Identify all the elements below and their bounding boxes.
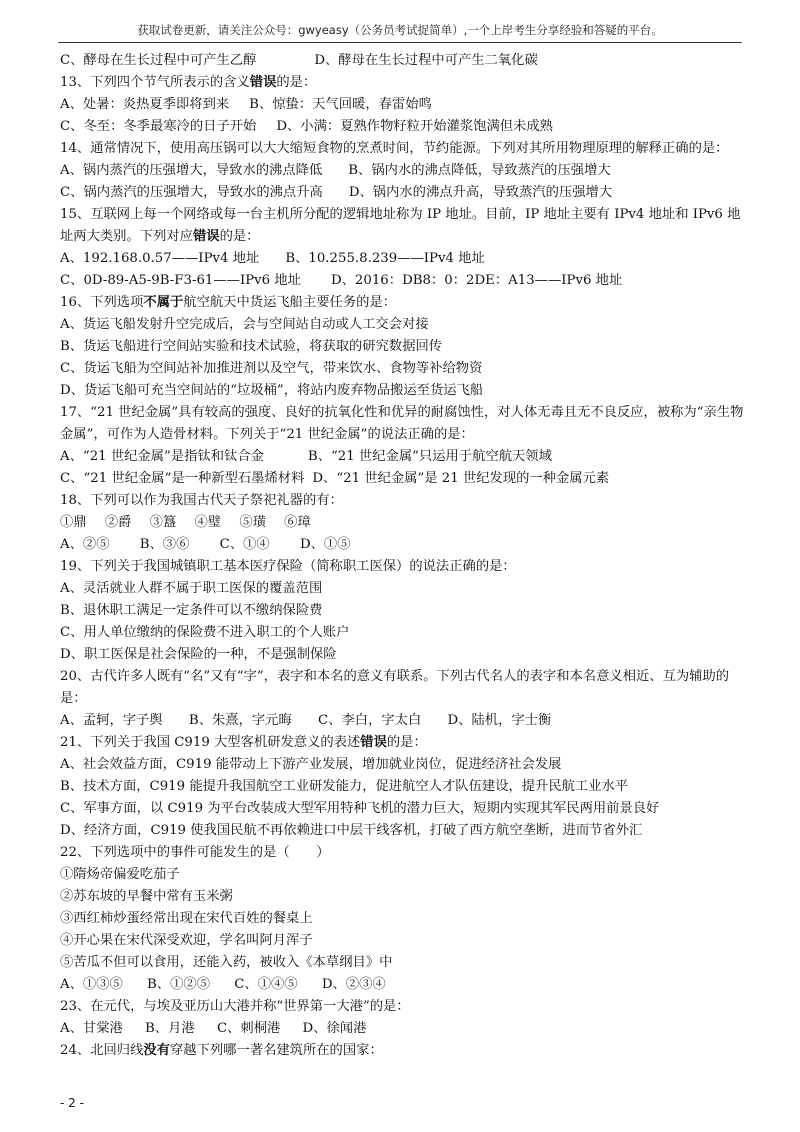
q22-stem: 22、下列选项中的事件可能发生的是（ ）: [60, 845, 330, 860]
q21-option-a: A、社会效益方面，C919 能带动上下游产业发展，增加就业岗位，促进经济社会发展: [60, 757, 562, 772]
q22-option-c: C、①④⑤: [234, 977, 298, 992]
q24-stem: 24、北回归线没有穿越下列哪一著名建筑所在的国家：: [60, 1043, 383, 1058]
q18-items: [60, 512, 744, 534]
q14-option-a: A、锅内蒸汽的压强增大，导致水的沸点降低: [60, 163, 323, 178]
q12-option-d: D、酵母在生长过程中可产生二氧化碳: [314, 53, 538, 68]
q16-stem: 16、下列选项不属于航空航天中货运飞船主要任务的是：: [60, 295, 397, 310]
q23-stem: 23、在元代，与埃及亚历山大港并称“世界第一大港”的是：: [60, 999, 410, 1014]
q14-option-c: C、锅内蒸汽的压强增大，导致水的沸点升高: [60, 185, 323, 200]
q14-option-b: B、锅内水的沸点降低，导致蒸汽的压强增大: [348, 163, 611, 178]
q14-stem: 14、通常情况下，使用高压锅可以大大缩短食物的烹煮时间，节约能源。下列对其所用物理原理的解释正确的是：: [60, 141, 729, 156]
q20-option-c: C、李白，字太白: [318, 713, 422, 728]
q17-options-cd: [60, 468, 744, 490]
q23-option-a: A、甘棠港: [60, 1021, 123, 1036]
q18-item: ②爵: [104, 515, 132, 530]
q21-option-d: D、经济方面，C919 使我国民航不再依赖进口中层干线客机，打破了西方航空垄断，进而节省外汇: [60, 823, 643, 838]
q20-option-a: A、孟轲，字子舆: [60, 713, 163, 728]
q18-item: ③簋: [149, 515, 177, 530]
q18-options: [60, 534, 744, 556]
q13-option-c: C、冬至：冬季最寒冷的日子开始: [60, 119, 257, 134]
q18-item: ⑤璜: [239, 515, 266, 530]
q22-item: ③西红柿炒蛋经常出现在宋代百姓的餐桌上: [60, 911, 313, 926]
q17-option-c: C、“21 世纪金属”是一种新型石墨烯材料: [60, 471, 305, 486]
q19-stem: 19、下列关于我国城镇职工基本医疗保险（简称职工医保）的说法正确的是：: [60, 559, 516, 574]
q22-options: [60, 974, 744, 996]
q19-option-b: B、退休职工满足一定条件可以不缴纳保险费: [60, 603, 323, 618]
q18-option-d: D、①⑤: [299, 537, 351, 552]
q21-option-c: C、军事方面，以 C919 为平台改装成大型军用特种飞机的潜力巨大，短期内实现其军民两用前景良好: [60, 801, 660, 816]
q15-options-cd: [60, 270, 744, 292]
q15-option-c: C、0D-89-A5-9B-F3-61——IPv6 地址: [60, 273, 301, 288]
q17-option-d: D、“21 世纪金属”是 21 世纪发现的一种金属元素: [312, 471, 610, 486]
q16-option-b: B、货运飞船进行空间站实验和技术试验，将获取的研究数据回传: [60, 339, 443, 354]
q13-stem: 13、下列四个节气所表示的含义错误的是：: [60, 75, 317, 90]
q20-option-d: D、陆机，字士衡: [447, 713, 552, 728]
q20-option-b: B、朱熹，字元晦: [188, 713, 292, 728]
emphasis: 错误: [192, 229, 220, 244]
q18-option-b: B、③⑥: [139, 537, 190, 552]
q13-options-cd: [60, 116, 744, 138]
header-divider: [58, 42, 742, 43]
q16-option-d: D、货运飞船可充当空间站的“垃圾桶”，将站内废弃物品搬运至货运飞船: [60, 383, 484, 398]
q18-item: ⑥璋: [284, 515, 311, 530]
q12-options-cd: [60, 50, 744, 72]
q17-option-a: A、“21 世纪金属”是指钛和钛合金: [60, 449, 264, 464]
q13-option-d: D、小满：夏熟作物籽粒开始灌浆饱满但未成熟: [276, 119, 553, 134]
q23-option-d: D、徐闻港: [302, 1021, 367, 1036]
q16-option-c: C、货运飞船为空间站补加推进剂以及空气，带来饮水、食物等补给物资: [60, 361, 483, 376]
q18-option-c: C、①④: [219, 537, 270, 552]
q23-option-c: C、刺桐港: [216, 1021, 281, 1036]
q21-stem: 21、下列关于我国 C919 大型客机研发意义的表述错误的是：: [60, 735, 427, 750]
q15-options-ab: [60, 248, 744, 270]
q22-item: ②苏东坡的早餐中常有玉米粥: [60, 889, 233, 904]
q12-option-c: C、酵母在生长过程中可产生乙醇: [60, 53, 257, 68]
q17-option-b: B、“21 世纪金属”只运用于航空航天领域: [307, 449, 552, 464]
q13-option-b: B、惊蛰：天气回暖，春雷始鸣: [249, 97, 432, 112]
q14-option-d: D、锅内水的沸点升高，导致蒸汽的压强增大: [348, 185, 613, 200]
q22-item: ①隋炀帝偏爱吃茄子: [60, 867, 180, 882]
emphasis: 错误: [249, 75, 277, 90]
q13-options-ab: [60, 94, 744, 116]
q20-stem: 20、古代许多人既有“名”又有“字”，表字和本名的意义有联系。下列古代名人的表字和本名意义相近、互为辅助的是：: [60, 669, 730, 706]
q18-option-a: A、②⑤: [60, 537, 110, 552]
emphasis: 没有: [143, 1043, 170, 1058]
q23-option-b: B、月港: [145, 1021, 195, 1036]
q22-option-d: D、②③④: [321, 977, 386, 992]
q14-options-cd: [60, 182, 744, 204]
question-list: [60, 50, 744, 1062]
q20-options: [60, 710, 744, 732]
emphasis: 错误: [360, 735, 387, 750]
q17-options-ab: [60, 446, 744, 468]
q18-item: ④璧: [194, 515, 222, 530]
q21-option-b: B、技术方面，C919 能提升我国航空工业研发能力，促进航空人才队伍建设，提升民航工业水平: [60, 779, 629, 794]
q18-item: ①鼎: [60, 515, 87, 530]
q15-option-b: B、10.255.8.239——IPv4 地址: [285, 251, 485, 266]
q22-option-b: B、①②⑤: [147, 977, 210, 992]
q18-stem: 18、下列可以作为我国古代天子祭祀礼器的有：: [60, 493, 343, 508]
q14-options-ab: [60, 160, 744, 182]
q13-option-a: A、处暑：炎热夏季即将到来: [60, 97, 230, 112]
q15-stem: 15、互联网上每一个网络或每一台主机所分配的逻辑地址称为 IP 地址。目前，IP 地址主要有 IPv4 地址和 IPv6 地址两大类别。下列对应错误的是：: [60, 207, 741, 244]
q19-option-c: C、用人单位缴纳的保险费不进入职工的个人账户: [60, 625, 350, 640]
q22-item: ⑤苦瓜不但可以食用，还能入药，被收入《本草纲目》中: [60, 955, 393, 970]
page-number: - 2 -: [60, 1096, 84, 1110]
q19-option-a: A、灵活就业人群不属于职工医保的覆盖范围: [60, 581, 323, 596]
page-header: 获取试卷更新，请关注公众号：gwyeasy（公务员考试捉简单）,一个上岸考生分享经验和答疑的平台。: [137, 23, 663, 37]
q16-option-a: A、货运飞船发射升空完成后，会与空间站自动或人工交会对接: [60, 317, 429, 332]
q15-option-a: A、192.168.0.57——IPv4 地址: [60, 251, 260, 266]
q22-item: ④开心果在宋代深受欢迎，学名叫阿月浑子: [60, 933, 313, 948]
q22-option-a: A、①③⑤: [60, 977, 123, 992]
q23-options: [60, 1018, 744, 1040]
emphasis: 不属于: [143, 295, 184, 310]
q19-option-d: D、职工医保是社会保险的一种，不是强制保险: [60, 647, 337, 662]
q15-option-d: D、2016：DB8：0：2DE：A13——IPv6 地址: [330, 273, 623, 288]
q17-stem: 17、“21 世纪金属”具有较高的强度、良好的抗氧化性和优异的耐腐蚀性，对人体无毒且无不良反应，被称为“亲生物金属”，可作为人造骨材料。下列关于“21 世纪金属”的说法正确的是：: [60, 405, 744, 442]
